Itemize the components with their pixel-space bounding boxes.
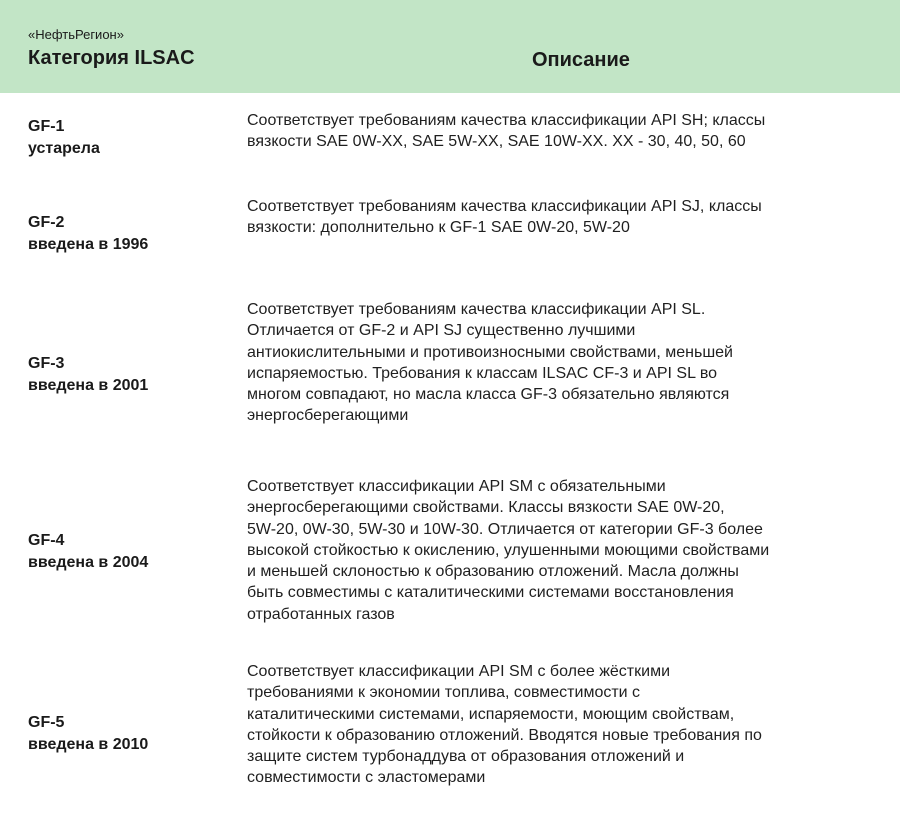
column-header-category: Категория ILSAC xyxy=(28,47,195,69)
category-name: GF-5 xyxy=(28,714,65,731)
category-name: GF-4 xyxy=(28,532,65,549)
description-gf-3: Соответствует требованиям качества классификации API SL. Отличается от GF-2 и API SJ существенно лучшими антиокислительными и противоизносными свойствами, меньшей испаряемостью. Требования к классам ILSAC CF-3 и API SL во многом совпадают, но масла класса GF-3 обязательно являются энергосберегающими xyxy=(247,301,733,425)
category-gf-5 xyxy=(28,712,228,756)
table-header xyxy=(0,0,900,93)
description-gf-1: Соответствует требованиям качества классификации API SH; классы вязкости SAE 0W-XX, SAE 5W-XX, SAE 10W-XX. XX - 30, 40, 50, 60 xyxy=(247,112,766,151)
description-gf-2: Соответствует требованиям качества классификации API SJ, классы вязкости: дополнительно к GF-1 SAE 0W-20, 5W-20 xyxy=(247,198,762,237)
description-gf-5: Соответствует классификации API SM с более жёсткими требованиями к экономии топлива, совместимости с каталитическими системами, испаряемости, моющим свойствам, стойкости к образованию отложений. Вводятся новые требования по защите систем турбонаддува от образования отложений и совместимости с эластомерами xyxy=(247,663,762,787)
column-header-description: Описание xyxy=(532,49,630,71)
category-name: GF-3 xyxy=(28,355,65,372)
category-status: введена в 2010 xyxy=(28,736,149,753)
category-status: устарела xyxy=(28,140,100,157)
category-status: введена в 1996 xyxy=(28,236,149,253)
category-gf-2 xyxy=(28,212,228,256)
category-gf-3 xyxy=(28,353,228,397)
category-status: введена в 2001 xyxy=(28,377,149,394)
category-gf-1 xyxy=(28,116,228,160)
category-status: введена в 2004 xyxy=(28,554,149,571)
category-name: GF-2 xyxy=(28,214,65,231)
description-gf-4: Соответствует классификации API SM с обязательными энергосберегающими свойствами. Классы вязкости SAE 0W-20, 5W-20, 0W-30, 5W-30 и 10W-30. Отличается от категории GF-3 более высокой стойкостью к окислению, улушенными моющими свойствами и меньшей склоностью к образованию отложений. Масла должны быть совместимы с каталитическими системами восстановления отработанных газов xyxy=(247,478,770,623)
category-gf-4 xyxy=(28,530,228,574)
brand-label: «НефтьРегион» xyxy=(28,27,124,42)
category-name: GF-1 xyxy=(28,118,65,135)
